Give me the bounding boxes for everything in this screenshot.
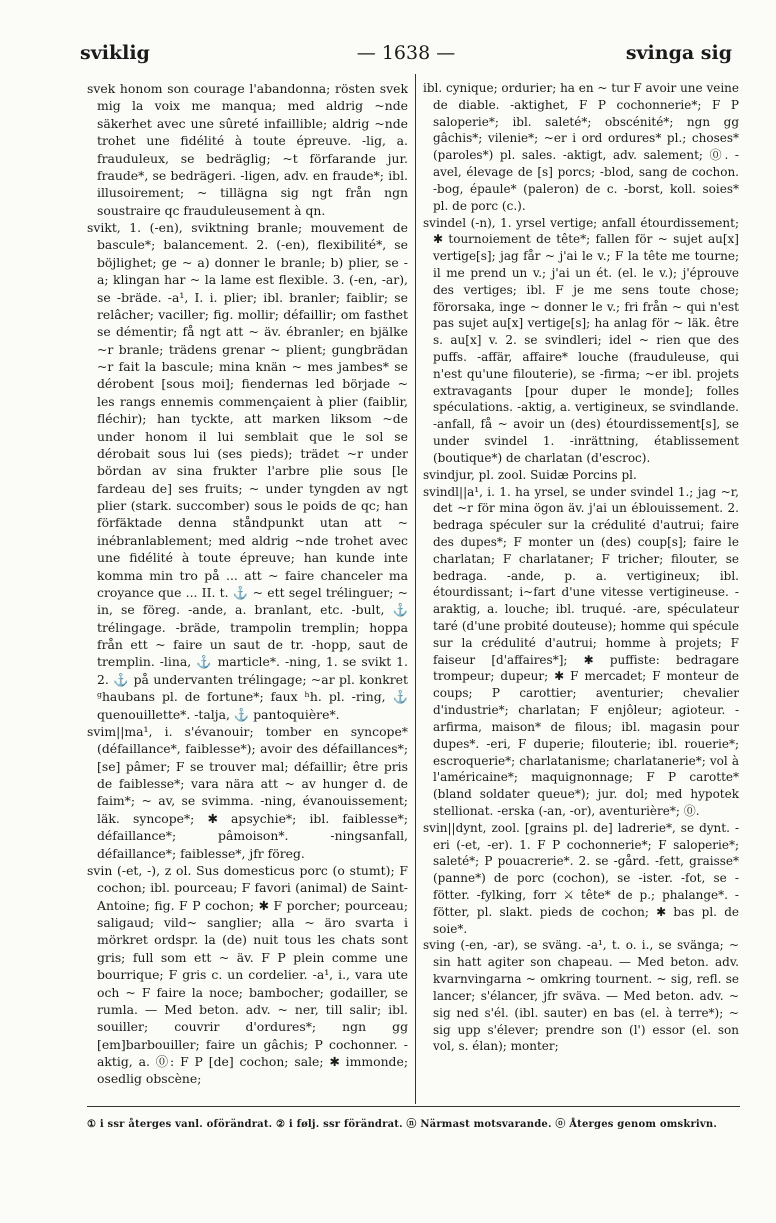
right-column [423, 80, 739, 1055]
dictionary-entry: svin (-et, -), z ol. Sus domesticus porc (o stumt); F cochon; ibl. pourceau; F favori (animal) de Saint-Antoine; fig. F P cochon; ✱ F porcher; pourceau; saligaud; vild~ sanglier; alla ~ äro svarta i mörkret ordspr. la (de) nuit tous les chats sont gris; full som ett ~ äv. F P plein comme une bourrique; F gris c. un cordelier. -a¹, i., vara ute och ~ F faire la noce; bambocher; godailler, se rumla. — Med beton. adv. ~ ner, till salir; ibl. souiller; couvrir d'ordures*; ngn gg [em]barbouiller; faire un gâchis; P cochonner. -aktig, a. ⓪: F P [de] cochon; sale; ✱ immonde; osedlig obscène; [87, 862, 408, 1087]
guide-word-left: sviklig [80, 42, 150, 64]
dictionary-entry: svindl||a¹, i. 1. ha yrsel, se under svindel 1.; jag ~r, det ~r för mina ögon äv. j'ai un éblouissement. 2. bedraga spéculer sur la crédulité d'autrui; faire des dupes*; F monter un (des) coup[s]; faire le charlatan; F charlataner; F tricher; filouter, se bedraga. -ande, p. a. vertigineux; ibl. étourdissant; i~fart d'une vitesse vertigineuse. -araktig, a. louche; ibl. truqué. -are, spéculateur taré (d'une probité douteuse); homme qui spécule sur la crédulité d'autrui; homme à projets; F faiseur [d'affaires*]; ✱ puffiste: bedragare trompeur; dupeur; ✱ F mercadet; F monteur de coups; P carottier; aventurier; chevalier d'industrie*; charlatan; F enjôleur; agioteur. -arfirma, maison* de filous; ibl. magasin pour dupes*. -eri, F duperie; filouterie; ibl. rouerie*; escroquerie*; charlatanisme; charlatanerie*; vol à l'américaine*; maquignonnage; F P carotte* (bland soldater queue*); jur. dol; med hypotek stellionat. -erska (-an, -or), aventurière*; ⓪. [423, 484, 739, 818]
dictionary-entry: ibl. cynique; ordurier; ha en ~ tur F avoir une veine de diable. -aktighet, F P cochonnerie*; F P saloperie*; ibl. saleté*; obscénité*; ngn gg gâchis*; vilenie*; ~er i ord ordures* pl.; choses* (paroles*) pl. sales. -aktigt, adv. salement; ⓪. -avel, élevage de [s] porcs; -blod, sang de cochon. -bog, épaule* (paleron) de c. -borst, koll. soies* pl. de porc (c.). [423, 81, 739, 213]
dictionary-entry: svindel (-n), 1. yrsel vertige; anfall étourdissement; ✱ tournoiement de tête*; fallen för ~ sujet au[x] vertige[s]; jag får ~ j'ai le v.; F la tête me tourne; il me prend un v.; j'ai un ét. (el. le v.); j'éprouve des vertiges; ibl. F je me sens toute chose; förorsaka, inge ~ donner le v.; fri från ~ qui n'est pas sujet au[x] vertige[s]; ha anlag för ~ läk. être s. au[x] v. 2. se svindleri; idel ~ rien que des puffs. -affär, affaire* louche (frauduleuse, qui n'est qu'une filouterie), se -firma; ~er ibl. projets extravagants [pour duper le monde]; folles spéculations. -aktig, a. vertigineux, se svindlande. -anfall, få ~ avoir un (des) étourdissement[s], se under svindel 1. -inrättning, établissement (boutique*) de charlatan (d'escroc). [423, 215, 739, 465]
dictionary-entry: svek honom son courage l'abandonna; rösten svek mig la voix me manqua; med aldrig ~nde säkerhet avec une sûreté infaillible; aldrig ~nde trohet une fidélité à toute épreuve. -lig, a. frauduleux, se bedräglig; ~t förfarande jur. fraude*, se bedrägeri. -ligen, adv. en fraude*; ibl. illusoirement; ~ tillägna sig ngt från ngn soustraire qc frauduleusement à qn. [87, 81, 408, 218]
dictionary-entry: svikt, 1. (-en), sviktning branle; mouvement de bascule*; balancement. 2. (-en), flexibilité*, se böjlighet; ge ~ a) donner le branle; b) plier, se -a; klingan har ~ la lame est flexible. 3. (-en, -ar), se -bräde. -a¹, I. i. plier; ibl. branler; faiblir; se relâcher; vaciller; fig. mollir; défaillir; om fasthet se démentir; få ngt att ~ äv. ébranler; en bjälke ~r branle; trädens grenar ~ plient; gungbrädan ~r fait la bascule; mina knän ~ mes jambes* se dérobent [sous moi]; fiendernas led började ~ les rangs ennemis commençaient à plier (faiblir, fléchir); han tyckte, att marken liksom ~de under honom il lui semblait que le sol se dérobait sous lui (ses pieds); trädet ~r under bördan av sina frukter l'arbre plie sous [le fardeau de] ses fruits; ~ under tyngden av ngt plier (stark. succomber) sous le poids de qc; han förfäktade denna ståndpunkt utan att ~ inébranlablement; med aldrig ~nde trohet avec une fidélité à toute épreuve; han kunde inte komma min tro på ... att ~ faire chanceler ma croyance que ... II. t. ⚓ ~ ett segel trélinguer; ~ in, se föreg. -ande, a. branlant, etc. -bult, ⚓ trélingage. -bräde, trampolin tremplin; hoppa från ett ~ faire un saut de tr. -hopp, saut de tremplin. -lina, ⚓ marticle*. -ning, 1. se svikt 1. 2. ⚓ på undervanten trélingage; ~ar pl. konkret ᵍhaubans pl. de fortune*; faux ʰh. pl. -ring, ⚓ quenouillette*. -talja, ⚓ pantoquière*. [87, 220, 408, 722]
dictionary-entry: svin||dynt, zool. [grains pl. de] ladrerie*, se dynt. -eri (-et, -er). 1. F P cochonnerie*; F saloperie*; saleté*; P pouacrerie*. 2. se -gård. -fett, graisse* (panne*) de porc (cochon), se -ister. -fot, se -fötter. -fylking, forr ⚔ tête* de p.; phalange*. -fötter, pl. slakt. pieds de cochon; ✱ bas pl. de soie*. [423, 820, 739, 936]
dictionary-entry: sving (-en, -ar), se sväng. -a¹, t. o. i., se svänga; ~ sin hatt agiter son chapeau. — Med beton. adv. kvarnvingarna ~ omkring tournent. ~ sig, refl. se lancer; s'élancer, jfr sväva. — Med beton. adv. ~ sig ned s'él. (ibl. sauter) en bas (el. à terre*); ~ sig upp s'élever; prendre son (l') essor (el. son vol, s. élan); monter; [423, 938, 739, 1054]
page-header [80, 42, 732, 68]
footer-rule [87, 1106, 740, 1107]
page-number: — 1638 — [356, 42, 456, 64]
guide-word-right: svinga sig [625, 42, 732, 64]
left-column [87, 80, 408, 1088]
column-divider [415, 74, 416, 1104]
dictionary-entry: svim||ma¹, i. s'évanouir; tomber en syncope* (défaillance*, faiblesse*); avoir des défaillances*; [se] pâmer; F se trouver mal; défaillir; être pris de faiblesse*; vara nära att ~ av hunger d. de faim*; ~ av, se svimma. -ning, évanouissement; läk. syncope*; ✱ apsychie*; ibl. faiblesse*; défaillance*; pâmoison*. -ningsanfall, défaillance*; faiblesse*, jfr föreg. [87, 723, 408, 861]
dictionary-entry: svindjur, pl. zool. Suidæ Porcins pl. [423, 467, 637, 482]
footnote-legend: ① i ssr återges vanl. oförändrat. ② i følj. ssr förändrat. ⓝ Närmast motsvarande. ⓞ Återges genom omskrivn. [87, 1119, 718, 1130]
